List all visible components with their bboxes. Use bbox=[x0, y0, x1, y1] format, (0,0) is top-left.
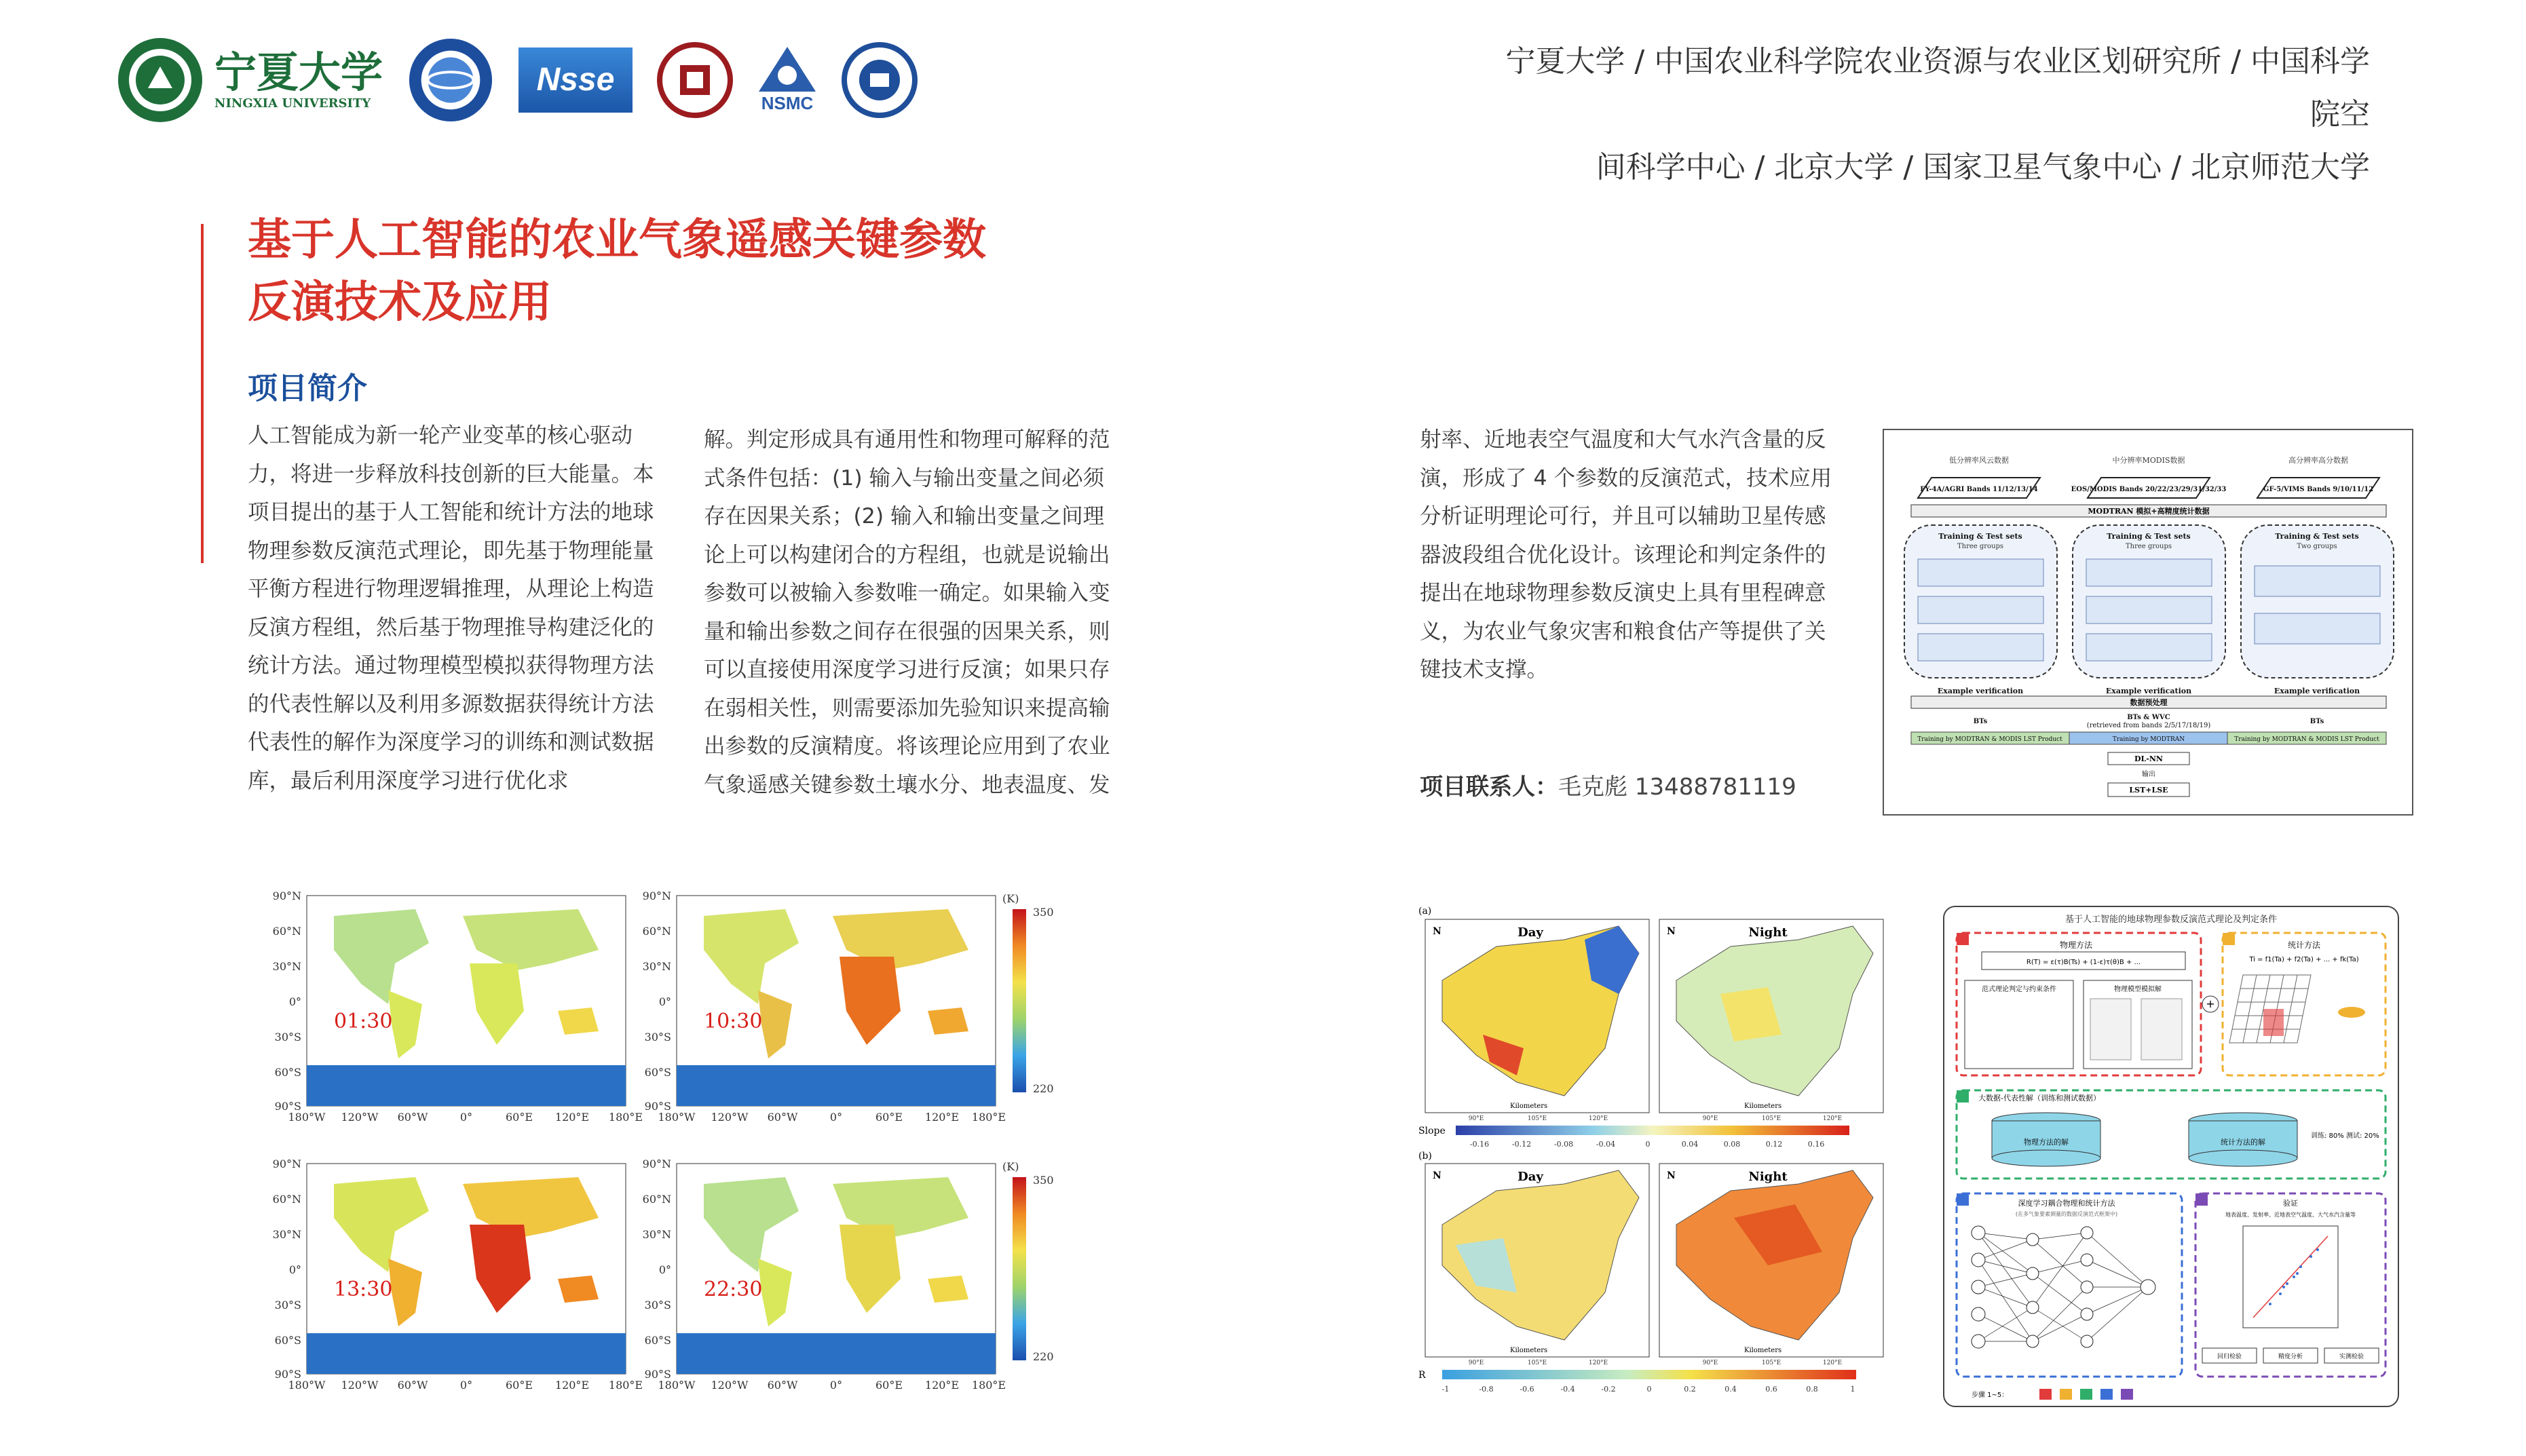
r-tick: -0.2 bbox=[1601, 1385, 1616, 1394]
lat-tick: 30°S bbox=[644, 1299, 671, 1311]
text-line: 器波段组合优化设计。该理论和判定条件的 bbox=[1420, 542, 1826, 567]
km-label: Kilometers bbox=[1510, 1103, 1548, 1110]
box1-sub1: 范式理论判定与约束条件 bbox=[1982, 986, 2056, 993]
lat-tick: 60°S bbox=[644, 1334, 671, 1347]
statistics-method-box bbox=[2223, 933, 2386, 1075]
svg-text:+: + bbox=[2206, 997, 2215, 1010]
slope-tick: 0.12 bbox=[1765, 1140, 1783, 1149]
text-line: 库，最后利用深度学习进行优化求 bbox=[248, 768, 569, 793]
lon-tick: 120°W bbox=[341, 1379, 379, 1392]
text-line: 物理参数反演范式理论，即先基于物理能量 bbox=[248, 538, 654, 563]
lst-flowchart-figure bbox=[1883, 429, 2413, 816]
night-label: Night bbox=[1748, 925, 1788, 940]
lon-tick: 60°W bbox=[397, 1379, 428, 1392]
lat-tick: 30°S bbox=[274, 1031, 301, 1043]
nssc-logo-icon bbox=[407, 37, 494, 123]
text-line: 在弱相关性，则需要添加先验知识来提高输 bbox=[704, 695, 1110, 721]
r-tick: -0.8 bbox=[1479, 1385, 1494, 1394]
slope-label: Slope bbox=[1418, 1126, 1446, 1136]
contact-info bbox=[1420, 768, 1796, 801]
r-label: R bbox=[1418, 1370, 1426, 1381]
lon-tick: 120°E bbox=[924, 1111, 960, 1124]
lat-tick: 30°N bbox=[272, 960, 301, 973]
modtran-bar: MODTRAN 模拟+高精度统计数据 bbox=[2088, 507, 2210, 516]
nsse-text: Nsse bbox=[536, 62, 615, 98]
colorbar-max: 350 bbox=[1033, 1174, 1054, 1187]
verify-button: 回归检验 bbox=[2217, 1354, 2242, 1360]
map-panel-2230 bbox=[677, 1164, 996, 1374]
flow2-title: 基于人工智能的地球物理参数反演范式理论及判定条件 bbox=[2065, 915, 2278, 925]
lon-mark: 120°E bbox=[1588, 1115, 1608, 1122]
text-line: 量和输出参数之间存在很强的因果关系，则 bbox=[704, 619, 1110, 644]
box4-sub: (在多气象要素测量的数据反演范式框架中) bbox=[2015, 1211, 2118, 1217]
lon-tick: 180°W bbox=[658, 1379, 696, 1392]
text-line: 式条件包括：(1) 输入与输出变量之间必须 bbox=[704, 465, 1105, 491]
night-label: Night bbox=[1748, 1170, 1788, 1184]
lon-tick: 120°E bbox=[924, 1379, 960, 1392]
panel-b-label: (b) bbox=[1418, 1151, 1432, 1162]
bts-label: BTs bbox=[2310, 718, 2324, 725]
lat-tick: 90°N bbox=[642, 889, 671, 902]
north-arrow: N bbox=[1667, 1170, 1676, 1181]
lon-tick: 60°E bbox=[505, 1111, 533, 1124]
title-line-2: 反演技术及应用 bbox=[248, 277, 552, 328]
lon-tick: 180°W bbox=[288, 1111, 326, 1124]
lon-mark: 90°E bbox=[1468, 1115, 1484, 1122]
dlnn-box: DL-NN bbox=[2134, 754, 2163, 763]
lat-tick: 60°N bbox=[272, 925, 301, 938]
text-line: 气象遥感关键参数土壤水分、地表温度、发 bbox=[704, 772, 1110, 797]
r-tick: -0.6 bbox=[1520, 1385, 1534, 1394]
text-line: 力，将进一步释放科技创新的巨大能量。本 bbox=[248, 461, 654, 486]
text-line: 存在因果关系；(2) 输入和输出变量之间理 bbox=[704, 504, 1105, 529]
colorbar-unit: (K) bbox=[1002, 1160, 1019, 1173]
map-panel-1330 bbox=[307, 1164, 626, 1374]
lon-tick: 120°W bbox=[711, 1111, 749, 1124]
text-line: 代表性的解作为深度学习的训练和测试数据 bbox=[248, 730, 654, 754]
text-line: 平衡方程进行物理逻辑推理，从理论上构造 bbox=[248, 577, 654, 601]
lat-tick: 90°N bbox=[642, 1157, 671, 1170]
lon-mark: 90°E bbox=[1468, 1360, 1484, 1366]
slope-tick: 0 bbox=[1645, 1140, 1651, 1149]
lon-mark: 105°E bbox=[1527, 1115, 1547, 1122]
university-name: 宁夏大学 bbox=[214, 47, 383, 97]
r-tick: 0 bbox=[1646, 1385, 1652, 1394]
lat-tick: 30°S bbox=[274, 1299, 301, 1311]
km-label: Kilometers bbox=[1744, 1103, 1782, 1110]
db1-label: 物理方法的解 bbox=[2024, 1138, 2069, 1147]
box1-sub2: 物理模型模拟解 bbox=[2114, 986, 2162, 993]
lst-box: LST+LSE bbox=[2129, 786, 2168, 794]
legend-swatches bbox=[2039, 1389, 2133, 1400]
bts-label: BTs bbox=[1973, 718, 1988, 725]
text-line: 可以直接使用深度学习进行反演；如果只存 bbox=[704, 657, 1110, 682]
text-line: 键技术支撑。 bbox=[1420, 657, 1549, 682]
lat-tick: 90°S bbox=[274, 1100, 301, 1113]
example-label: Example verification bbox=[1937, 687, 2024, 695]
lon-tick: 60°E bbox=[875, 1111, 903, 1124]
km-label: Kilometers bbox=[1510, 1347, 1548, 1354]
slope-tick: -0.04 bbox=[1596, 1140, 1616, 1149]
box2-title: 统计方法 bbox=[2287, 940, 2321, 950]
r-tick: -1 bbox=[1441, 1385, 1450, 1394]
lat-tick: 30°S bbox=[644, 1031, 671, 1043]
train-bottom-label: Training by MODTRAN & MODIS LST Product bbox=[2234, 736, 2379, 743]
lat-tick: 90°S bbox=[644, 1100, 671, 1113]
text-line: 分析证明理论可行，并且可以辅助卫星传感 bbox=[1420, 504, 1826, 529]
title-line-1: 基于人工智能的农业气象遥感关键参数 bbox=[248, 215, 986, 265]
map-panel-0130 bbox=[307, 896, 626, 1106]
lon-mark: 105°E bbox=[1761, 1360, 1782, 1366]
nsmc-logo bbox=[757, 45, 817, 114]
lon-tick: 60°W bbox=[767, 1111, 798, 1124]
sensor-label: FY-4A/AGRI Bands 11/12/13/14 bbox=[1920, 486, 2038, 493]
box1-eq: R(T) = ε(τ)B(Ts) + (1-ε)τ(θ)B + ... bbox=[2026, 959, 2141, 966]
output-label: 输出 bbox=[2142, 771, 2155, 778]
lon-tick: 180°E bbox=[608, 1111, 643, 1124]
day-label: Day bbox=[1518, 925, 1543, 940]
lat-tick: 90°S bbox=[644, 1368, 671, 1381]
box3-title: 大数据-代表性解（训练和测试数据） bbox=[1978, 1094, 2100, 1103]
ratio-label: 训练: 80% 测试: 20% bbox=[2311, 1132, 2379, 1140]
lon-tick: 180°W bbox=[658, 1111, 696, 1124]
slope-tick: 0.04 bbox=[1681, 1140, 1699, 1149]
lat-tick: 30°N bbox=[642, 960, 671, 973]
group-label: Three groups bbox=[1957, 543, 2004, 550]
colorbar-unit: (K) bbox=[1002, 892, 1019, 905]
slope-colorbar bbox=[1456, 1126, 1849, 1135]
box5-sub: 地表温度、发射率、近地表空气温度、大气水汽含量等 bbox=[2225, 1212, 2356, 1218]
box4-title: 深度学习耦合物理和统计方法 bbox=[2018, 1199, 2115, 1208]
nsmc-triangle-icon bbox=[757, 45, 817, 93]
verify-button: 实测检验 bbox=[2339, 1354, 2364, 1360]
group-label: Three groups bbox=[2125, 543, 2172, 550]
lat-tick: 0° bbox=[658, 995, 671, 1008]
r-tick: 0.8 bbox=[1806, 1385, 1818, 1394]
lon-tick: 120°E bbox=[554, 1379, 590, 1392]
partners-line-2: 间科学中心 / 北京大学 / 国家卫星气象中心 / 北京师范大学 bbox=[1596, 150, 2370, 185]
lon-tick: 0° bbox=[459, 1379, 473, 1392]
training-label: Training & Test sets bbox=[1938, 532, 2022, 541]
day-label: Day bbox=[1518, 1170, 1543, 1184]
colorbar-bottom bbox=[1013, 1177, 1026, 1360]
page-title bbox=[248, 209, 1096, 334]
nsmc-text: NSMC bbox=[761, 93, 814, 113]
lon-tick: 120°W bbox=[711, 1379, 749, 1392]
lat-tick: 90°N bbox=[272, 1157, 301, 1170]
sensor-label: GF-5/VIMS Bands 9/10/11/12 bbox=[2263, 486, 2374, 493]
colorbar-min: 220 bbox=[1033, 1350, 1054, 1363]
box2-eq: Ti = f1(Ta) + f2(Ta) + ... + fk(Ta) bbox=[2249, 956, 2359, 963]
text-column-2 bbox=[704, 421, 1125, 804]
data-process-bar: 数据预处理 bbox=[2130, 698, 2168, 707]
colorbar-min: 220 bbox=[1033, 1082, 1054, 1095]
lon-mark: 120°E bbox=[1822, 1360, 1843, 1366]
contact-value: 毛克彪 13488781119 bbox=[1558, 773, 1796, 801]
colorbar-max: 350 bbox=[1033, 906, 1054, 919]
slope-tick: -0.12 bbox=[1511, 1140, 1532, 1149]
r-tick: 1 bbox=[1850, 1385, 1855, 1394]
r-tick: 0.4 bbox=[1724, 1385, 1737, 1394]
text-line: 的代表性解以及利用多源数据获得统计方法 bbox=[248, 691, 654, 716]
r-colorbar bbox=[1442, 1370, 1856, 1379]
north-arrow: N bbox=[1667, 926, 1676, 937]
group-label: Two groups bbox=[2297, 543, 2337, 550]
r-tick: -0.4 bbox=[1560, 1385, 1575, 1394]
lat-tick: 90°S bbox=[274, 1368, 301, 1381]
partner-list bbox=[1488, 35, 2370, 194]
ningxia-university-logo bbox=[115, 35, 383, 125]
box1-title: 物理方法 bbox=[2060, 940, 2093, 950]
training-label: Training & Test sets bbox=[2275, 532, 2359, 541]
lat-tick: 0° bbox=[658, 1263, 671, 1276]
text-line: 项目提出的基于人工智能和统计方法的地球 bbox=[248, 500, 654, 524]
lon-mark: 120°E bbox=[1822, 1115, 1843, 1122]
db2-label: 统计方法的解 bbox=[2221, 1138, 2265, 1147]
university-name-en: NINGXIA UNIVERSITY bbox=[214, 96, 371, 111]
ningxia-seal-icon bbox=[115, 35, 205, 125]
text-line: 论上可以构建闭合的方程组，也就是说输出 bbox=[704, 542, 1110, 567]
lon-tick: 60°E bbox=[875, 1379, 903, 1392]
contact-label: 项目联系人： bbox=[1420, 773, 1558, 801]
example-label: Example verification bbox=[2105, 687, 2192, 695]
lon-mark: 105°E bbox=[1761, 1115, 1782, 1122]
panel-a-label: (a) bbox=[1418, 906, 1432, 917]
lat-tick: 90°N bbox=[272, 889, 301, 902]
lat-tick: 30°N bbox=[642, 1228, 671, 1241]
pku-seal-icon bbox=[657, 42, 733, 118]
text-line: 义，为农业气象灾害和粮食估产等提供了关 bbox=[1420, 619, 1826, 644]
lon-tick: 0° bbox=[829, 1111, 843, 1124]
text-line: 参数可以被输入参数唯一确定。如果输入变 bbox=[704, 581, 1110, 605]
section-heading: 项目简介 bbox=[248, 371, 367, 406]
lon-mark: 90°E bbox=[1702, 1360, 1718, 1366]
paradigm-flowchart-figure bbox=[1943, 906, 2399, 1407]
lon-mark: 120°E bbox=[1588, 1360, 1608, 1366]
partners-line-1: 宁夏大学 / 中国农业科学院农业资源与农业区划研究所 / 中国科学院空 bbox=[1505, 44, 2370, 132]
lon-tick: 180°E bbox=[971, 1111, 1006, 1124]
slope-tick: 0.08 bbox=[1723, 1140, 1741, 1149]
time-label: 01:30 bbox=[334, 1010, 393, 1033]
title-accent-bar bbox=[201, 224, 204, 563]
r-tick: 0.2 bbox=[1684, 1385, 1696, 1394]
lat-tick: 60°S bbox=[644, 1066, 671, 1079]
lon-tick: 60°E bbox=[505, 1379, 533, 1392]
text-column-3 bbox=[1420, 421, 1841, 689]
global-lst-maps-figure bbox=[259, 889, 1061, 1411]
db-statistics bbox=[2189, 1113, 2297, 1166]
logo-row bbox=[115, 34, 918, 126]
flow-top-label: 中分辨率MODIS数据 bbox=[2112, 456, 2185, 465]
time-label: 13:30 bbox=[334, 1278, 393, 1301]
flow-top-label: 低分辨率风云数据 bbox=[1949, 456, 2009, 465]
lat-tick: 0° bbox=[288, 1263, 301, 1276]
km-label: Kilometers bbox=[1744, 1347, 1782, 1354]
slope-tick: -0.16 bbox=[1469, 1140, 1490, 1149]
colorbar-top bbox=[1013, 909, 1026, 1092]
lon-mark: 105°E bbox=[1527, 1360, 1547, 1366]
train-bottom-label: Training by MODTRAN bbox=[2112, 736, 2185, 743]
lat-tick: 60°N bbox=[642, 1193, 671, 1206]
text-line: 提出在地球物理参数反演史上具有里程碑意 bbox=[1420, 581, 1826, 605]
bnu-seal-icon bbox=[842, 42, 918, 118]
training-label: Training & Test sets bbox=[2107, 532, 2191, 541]
lat-tick: 0° bbox=[288, 995, 301, 1008]
text-line: 人工智能成为新一轮产业变革的核心驱动 bbox=[248, 423, 633, 448]
text-column-1 bbox=[248, 417, 662, 800]
lon-mark: 90°E bbox=[1702, 1115, 1718, 1122]
legend-label: 步骤 1~5： bbox=[1972, 1392, 2009, 1399]
north-arrow: N bbox=[1433, 926, 1441, 937]
map-panel-1030 bbox=[677, 896, 996, 1106]
box5-title: 验证 bbox=[2283, 1199, 2298, 1208]
text-line: 解。判定形成具有通用性和物理可解释的范 bbox=[704, 427, 1110, 452]
r-tick: 0.6 bbox=[1765, 1385, 1777, 1394]
bts-wvc-label: BTs & WVC bbox=[2127, 714, 2170, 721]
lon-tick: 60°W bbox=[767, 1379, 798, 1392]
slope-tick: -0.08 bbox=[1553, 1140, 1574, 1149]
lon-tick: 180°E bbox=[608, 1379, 643, 1392]
example-label: Example verification bbox=[2274, 687, 2360, 695]
time-label: 10:30 bbox=[704, 1010, 763, 1033]
lat-tick: 60°S bbox=[274, 1334, 301, 1347]
db-physics bbox=[1992, 1113, 2100, 1166]
lon-tick: 120°W bbox=[341, 1111, 379, 1124]
text-line: 反演方程组，然后基于物理推导构建泛化的 bbox=[248, 615, 654, 640]
verify-button: 精度分析 bbox=[2278, 1354, 2303, 1360]
lat-tick: 60°S bbox=[274, 1066, 301, 1079]
lon-tick: 120°E bbox=[554, 1111, 590, 1124]
text-line: 出参数的反演精度。将该理论应用到了农业 bbox=[704, 734, 1110, 759]
lat-tick: 30°N bbox=[272, 1228, 301, 1241]
flow-top-label: 高分辨率高分数据 bbox=[2288, 456, 2348, 465]
lon-tick: 60°W bbox=[397, 1111, 428, 1124]
time-label: 22:30 bbox=[704, 1278, 763, 1301]
text-line: 射率、近地表空气温度和大气水汽含量的反 bbox=[1420, 427, 1826, 452]
lon-tick: 180°E bbox=[971, 1379, 1006, 1392]
lon-tick: 180°W bbox=[288, 1379, 326, 1392]
train-bottom-label: Training by MODTRAN & MODIS LST Product bbox=[1917, 736, 2062, 743]
text-line: 统计方法。通过物理模型模拟获得物理方法 bbox=[248, 653, 654, 678]
lon-tick: 0° bbox=[829, 1379, 843, 1392]
china-maps-figure bbox=[1415, 899, 1890, 1401]
lat-tick: 60°N bbox=[642, 925, 671, 938]
nsse-logo bbox=[519, 47, 633, 113]
sensor-label: EOS/MODIS Bands 20/22/23/29/31/32/33 bbox=[2071, 486, 2227, 493]
north-arrow: N bbox=[1433, 1170, 1441, 1181]
bts-sub-label: (retrieved from bands 2/5/17/18/19) bbox=[2086, 722, 2211, 729]
text-line: 演，形成了 4 个参数的反演范式，技术应用 bbox=[1420, 465, 1832, 491]
lat-tick: 60°N bbox=[272, 1193, 301, 1206]
lon-tick: 0° bbox=[459, 1111, 473, 1124]
slope-tick: 0.16 bbox=[1807, 1140, 1825, 1149]
